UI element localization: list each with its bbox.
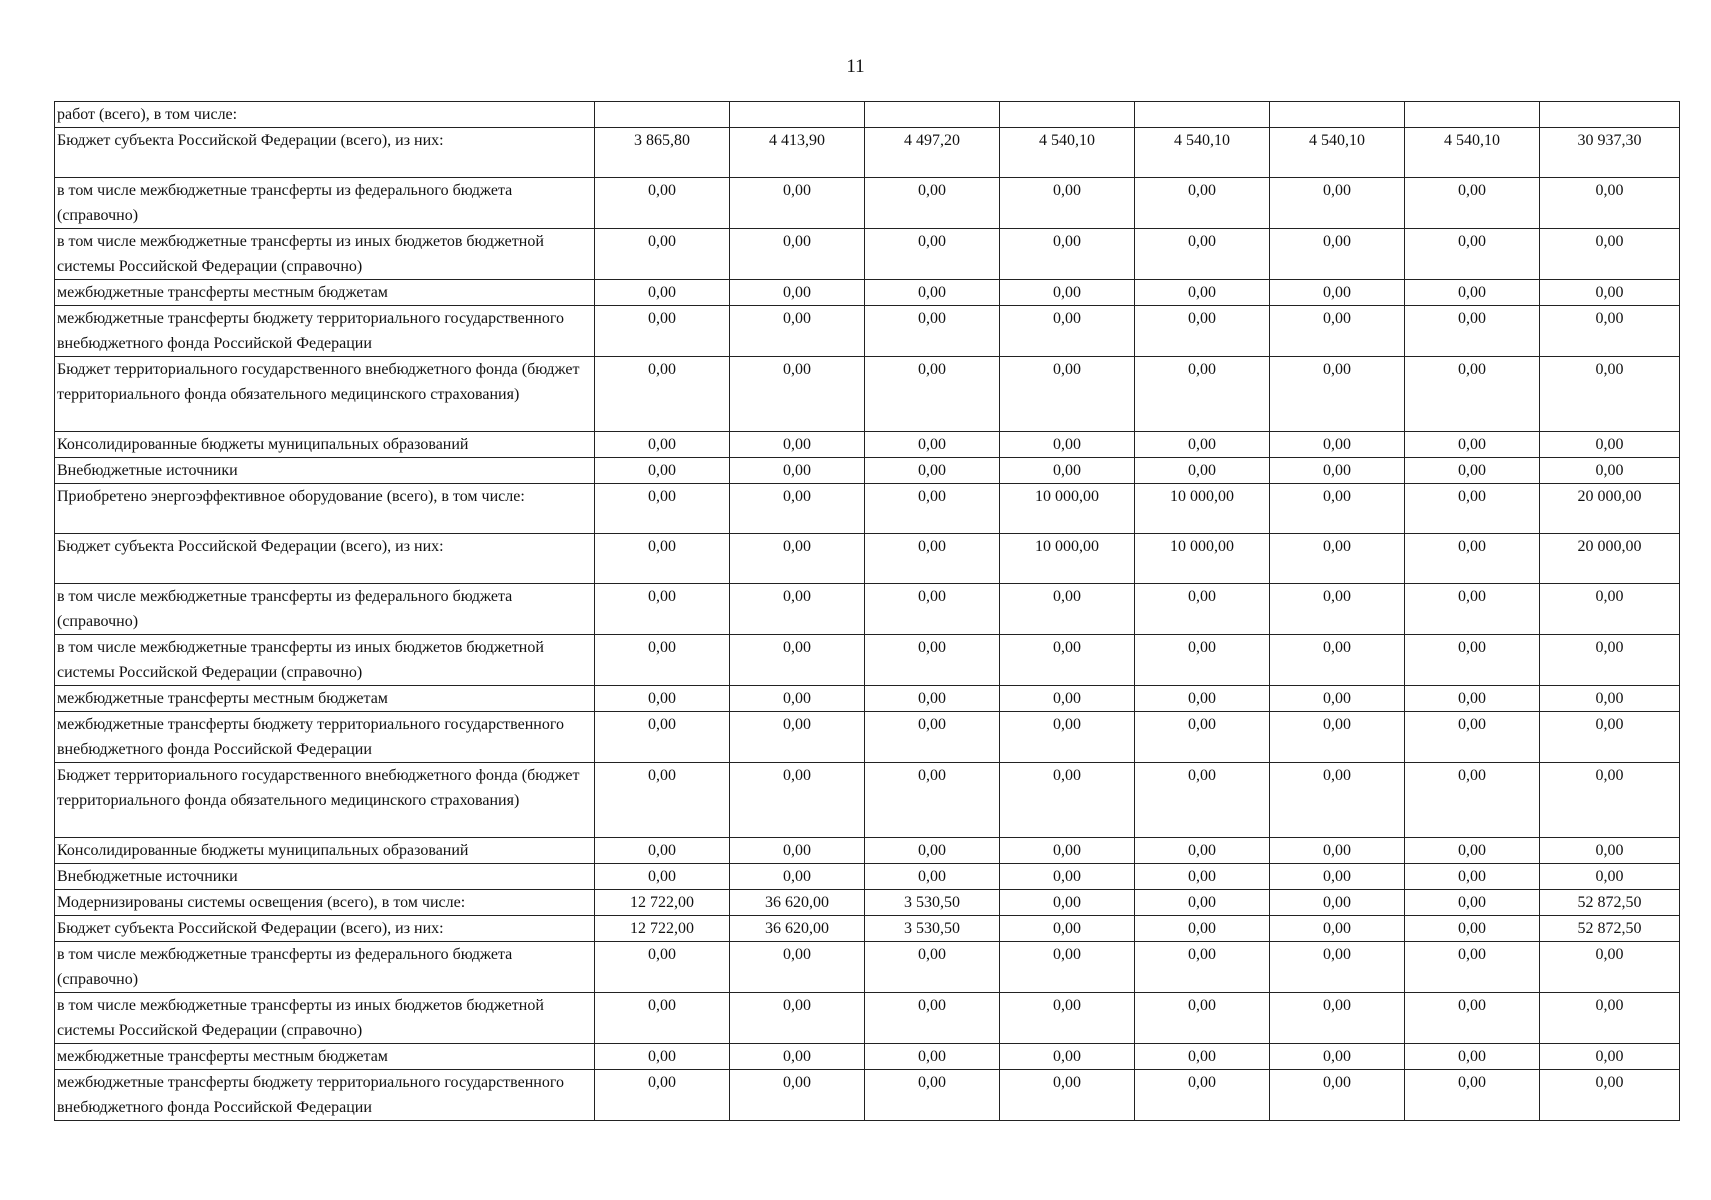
- row-label: Консолидированные бюджеты муниципальных образований: [55, 432, 595, 458]
- value-cell: 0,00: [1540, 432, 1680, 458]
- value-cell: 0,00: [1540, 306, 1680, 357]
- value-cell: 0,00: [1270, 763, 1405, 838]
- value-cell: 0,00: [730, 1070, 865, 1121]
- value-cell: 0,00: [1270, 229, 1405, 280]
- value-cell: 0,00: [1135, 916, 1270, 942]
- value-cell: 0,00: [865, 534, 1000, 584]
- value-cell: 0,00: [865, 1070, 1000, 1121]
- value-cell: 0,00: [1405, 584, 1540, 635]
- value-cell: 0,00: [730, 864, 865, 890]
- value-cell: 0,00: [1540, 178, 1680, 229]
- value-cell: 0,00: [1000, 1070, 1135, 1121]
- value-cell: 0,00: [595, 993, 730, 1044]
- value-cell: 0,00: [1135, 838, 1270, 864]
- value-cell: 0,00: [1540, 686, 1680, 712]
- value-cell: 0,00: [730, 763, 865, 838]
- value-cell: 0,00: [730, 712, 865, 763]
- value-cell: 0,00: [1270, 686, 1405, 712]
- value-cell: 0,00: [595, 584, 730, 635]
- value-cell: 0,00: [1000, 864, 1135, 890]
- value-cell: 0,00: [730, 280, 865, 306]
- value-cell: 0,00: [1540, 635, 1680, 686]
- value-cell: 36 620,00: [730, 916, 865, 942]
- value-cell: 20 000,00: [1540, 484, 1680, 534]
- table-row: [55, 838, 1680, 864]
- value-cell: [1000, 102, 1135, 128]
- value-cell: 0,00: [1270, 458, 1405, 484]
- value-cell: 0,00: [1405, 458, 1540, 484]
- table-row: [55, 686, 1680, 712]
- value-cell: 0,00: [1000, 280, 1135, 306]
- value-cell: 0,00: [1270, 357, 1405, 432]
- value-cell: 3 530,50: [865, 890, 1000, 916]
- value-cell: 0,00: [1270, 864, 1405, 890]
- value-cell: 0,00: [595, 712, 730, 763]
- value-cell: 0,00: [1135, 458, 1270, 484]
- value-cell: 0,00: [1270, 484, 1405, 534]
- row-label: работ (всего), в том числе:: [55, 102, 595, 128]
- value-cell: 0,00: [1135, 763, 1270, 838]
- value-cell: 0,00: [730, 534, 865, 584]
- value-cell: 0,00: [1270, 635, 1405, 686]
- value-cell: 0,00: [865, 942, 1000, 993]
- table-row: [55, 178, 1680, 229]
- value-cell: 4 497,20: [865, 128, 1000, 178]
- value-cell: 0,00: [1405, 890, 1540, 916]
- value-cell: 0,00: [1000, 584, 1135, 635]
- value-cell: 0,00: [1540, 229, 1680, 280]
- value-cell: 0,00: [595, 864, 730, 890]
- table-row: [55, 993, 1680, 1044]
- table-row: [55, 128, 1680, 178]
- value-cell: 0,00: [865, 357, 1000, 432]
- table-row: [55, 712, 1680, 763]
- value-cell: 0,00: [730, 458, 865, 484]
- value-cell: 0,00: [1000, 712, 1135, 763]
- value-cell: 0,00: [595, 1044, 730, 1070]
- value-cell: 0,00: [1540, 1070, 1680, 1121]
- row-label: в том числе межбюджетные трансферты из федерального бюджета (справочно): [55, 178, 595, 229]
- value-cell: 0,00: [1135, 712, 1270, 763]
- row-label: в том числе межбюджетные трансферты из федерального бюджета (справочно): [55, 584, 595, 635]
- value-cell: 0,00: [595, 1070, 730, 1121]
- value-cell: 52 872,50: [1540, 890, 1680, 916]
- value-cell: 3 865,80: [595, 128, 730, 178]
- value-cell: 0,00: [865, 229, 1000, 280]
- value-cell: 0,00: [1270, 432, 1405, 458]
- value-cell: 0,00: [1405, 838, 1540, 864]
- value-cell: 4 540,10: [1000, 128, 1135, 178]
- table-row: [55, 763, 1680, 838]
- value-cell: 0,00: [730, 635, 865, 686]
- value-cell: 0,00: [1135, 993, 1270, 1044]
- value-cell: 0,00: [1270, 1044, 1405, 1070]
- value-cell: 0,00: [730, 229, 865, 280]
- value-cell: 0,00: [1405, 864, 1540, 890]
- table-row: [55, 534, 1680, 584]
- value-cell: 0,00: [1135, 584, 1270, 635]
- value-cell: 0,00: [1135, 686, 1270, 712]
- value-cell: 0,00: [730, 838, 865, 864]
- value-cell: 0,00: [730, 484, 865, 534]
- value-cell: 0,00: [1405, 993, 1540, 1044]
- value-cell: 0,00: [1540, 838, 1680, 864]
- value-cell: 0,00: [1405, 432, 1540, 458]
- value-cell: 0,00: [730, 584, 865, 635]
- value-cell: 52 872,50: [1540, 916, 1680, 942]
- value-cell: 0,00: [595, 178, 730, 229]
- value-cell: [595, 102, 730, 128]
- value-cell: 0,00: [1135, 229, 1270, 280]
- value-cell: 0,00: [865, 178, 1000, 229]
- value-cell: 0,00: [1405, 1070, 1540, 1121]
- row-label: межбюджетные трансферты местным бюджетам: [55, 686, 595, 712]
- value-cell: 4 413,90: [730, 128, 865, 178]
- row-label: в том числе межбюджетные трансферты из иных бюджетов бюджетной системы Российской Федерации (справочно): [55, 993, 595, 1044]
- value-cell: 10 000,00: [1000, 484, 1135, 534]
- value-cell: 0,00: [865, 763, 1000, 838]
- value-cell: 0,00: [730, 357, 865, 432]
- value-cell: [1270, 102, 1405, 128]
- value-cell: 0,00: [1405, 229, 1540, 280]
- table-row: [55, 280, 1680, 306]
- value-cell: 0,00: [1270, 306, 1405, 357]
- value-cell: 4 540,10: [1405, 128, 1540, 178]
- value-cell: [1135, 102, 1270, 128]
- value-cell: 0,00: [1270, 838, 1405, 864]
- table-row: [55, 942, 1680, 993]
- value-cell: 0,00: [1000, 306, 1135, 357]
- value-cell: 0,00: [595, 763, 730, 838]
- value-cell: 0,00: [1405, 357, 1540, 432]
- row-label: Бюджет территориального государственного внебюджетного фонда (бюджет территориального фонда обязательного медицинского страхования): [55, 763, 595, 838]
- row-label: Бюджет субъекта Российской Федерации (всего), из них:: [55, 916, 595, 942]
- value-cell: 0,00: [1540, 993, 1680, 1044]
- row-label: межбюджетные трансферты местным бюджетам: [55, 1044, 595, 1070]
- value-cell: 0,00: [1540, 357, 1680, 432]
- value-cell: 0,00: [1270, 916, 1405, 942]
- value-cell: 0,00: [595, 432, 730, 458]
- table-row: [55, 102, 1680, 128]
- value-cell: 0,00: [1405, 916, 1540, 942]
- table-row: [55, 1070, 1680, 1121]
- value-cell: 0,00: [865, 306, 1000, 357]
- value-cell: 0,00: [1270, 993, 1405, 1044]
- budget-table: [54, 101, 1680, 1121]
- value-cell: 0,00: [1540, 280, 1680, 306]
- row-label: Бюджет субъекта Российской Федерации (всего), из них:: [55, 128, 595, 178]
- value-cell: 0,00: [865, 584, 1000, 635]
- value-cell: 0,00: [1540, 864, 1680, 890]
- value-cell: 0,00: [1270, 584, 1405, 635]
- table-row: [55, 864, 1680, 890]
- value-cell: [730, 102, 865, 128]
- value-cell: 0,00: [1000, 916, 1135, 942]
- value-cell: 0,00: [1135, 1044, 1270, 1070]
- value-cell: 0,00: [865, 458, 1000, 484]
- table-row: [55, 635, 1680, 686]
- value-cell: 0,00: [1000, 458, 1135, 484]
- value-cell: 0,00: [1540, 712, 1680, 763]
- value-cell: 0,00: [1135, 890, 1270, 916]
- value-cell: 0,00: [730, 178, 865, 229]
- value-cell: 0,00: [1135, 280, 1270, 306]
- value-cell: 0,00: [1405, 635, 1540, 686]
- value-cell: 0,00: [1540, 1044, 1680, 1070]
- value-cell: 0,00: [1540, 458, 1680, 484]
- value-cell: 0,00: [1000, 432, 1135, 458]
- value-cell: 12 722,00: [595, 916, 730, 942]
- page-number: 11: [846, 56, 865, 77]
- value-cell: 36 620,00: [730, 890, 865, 916]
- value-cell: 20 000,00: [1540, 534, 1680, 584]
- row-label: межбюджетные трансферты бюджету территориального государственного внебюджетного фонда Российской Федерации: [55, 306, 595, 357]
- value-cell: 0,00: [595, 306, 730, 357]
- row-label: Внебюджетные источники: [55, 458, 595, 484]
- value-cell: 0,00: [730, 1044, 865, 1070]
- value-cell: 10 000,00: [1135, 534, 1270, 584]
- value-cell: 0,00: [730, 306, 865, 357]
- value-cell: 0,00: [1000, 229, 1135, 280]
- value-cell: 0,00: [1135, 357, 1270, 432]
- row-label: межбюджетные трансферты бюджету территориального государственного внебюджетного фонда Российской Федерации: [55, 712, 595, 763]
- value-cell: 0,00: [1540, 763, 1680, 838]
- table-row: [55, 584, 1680, 635]
- value-cell: 0,00: [1000, 993, 1135, 1044]
- value-cell: 0,00: [1405, 280, 1540, 306]
- value-cell: 0,00: [865, 432, 1000, 458]
- value-cell: 0,00: [1000, 178, 1135, 229]
- row-label: Внебюджетные источники: [55, 864, 595, 890]
- row-label: межбюджетные трансферты бюджету территориального государственного внебюджетного фонда Российской Федерации: [55, 1070, 595, 1121]
- value-cell: 0,00: [1405, 534, 1540, 584]
- value-cell: 4 540,10: [1270, 128, 1405, 178]
- value-cell: 0,00: [1000, 890, 1135, 916]
- table-row: [55, 890, 1680, 916]
- value-cell: 0,00: [1000, 686, 1135, 712]
- value-cell: 0,00: [595, 280, 730, 306]
- value-cell: 0,00: [1000, 942, 1135, 993]
- value-cell: 0,00: [1000, 763, 1135, 838]
- row-label: межбюджетные трансферты местным бюджетам: [55, 280, 595, 306]
- value-cell: 0,00: [1000, 635, 1135, 686]
- value-cell: 4 540,10: [1135, 128, 1270, 178]
- value-cell: 0,00: [1405, 686, 1540, 712]
- value-cell: 0,00: [1405, 178, 1540, 229]
- value-cell: 0,00: [1000, 838, 1135, 864]
- value-cell: 0,00: [1135, 635, 1270, 686]
- value-cell: 0,00: [595, 357, 730, 432]
- value-cell: 0,00: [1000, 357, 1135, 432]
- value-cell: 0,00: [865, 280, 1000, 306]
- table-row: [55, 458, 1680, 484]
- row-label: в том числе межбюджетные трансферты из иных бюджетов бюджетной системы Российской Федерации (справочно): [55, 229, 595, 280]
- value-cell: [865, 102, 1000, 128]
- value-cell: 3 530,50: [865, 916, 1000, 942]
- value-cell: 0,00: [865, 635, 1000, 686]
- value-cell: 0,00: [1000, 1044, 1135, 1070]
- value-cell: 0,00: [1405, 1044, 1540, 1070]
- value-cell: 0,00: [1270, 178, 1405, 229]
- value-cell: 0,00: [1270, 1070, 1405, 1121]
- value-cell: 0,00: [865, 712, 1000, 763]
- value-cell: 0,00: [595, 229, 730, 280]
- value-cell: 0,00: [595, 838, 730, 864]
- value-cell: [1540, 102, 1680, 128]
- value-cell: [1405, 102, 1540, 128]
- row-label: в том числе межбюджетные трансферты из иных бюджетов бюджетной системы Российской Федерации (справочно): [55, 635, 595, 686]
- value-cell: 0,00: [1135, 1070, 1270, 1121]
- table-row: [55, 357, 1680, 432]
- value-cell: 0,00: [865, 1044, 1000, 1070]
- value-cell: 0,00: [1135, 432, 1270, 458]
- value-cell: 0,00: [1270, 942, 1405, 993]
- value-cell: 10 000,00: [1000, 534, 1135, 584]
- value-cell: 0,00: [1270, 280, 1405, 306]
- value-cell: 0,00: [595, 686, 730, 712]
- value-cell: 0,00: [1540, 942, 1680, 993]
- value-cell: 0,00: [865, 484, 1000, 534]
- value-cell: 0,00: [595, 534, 730, 584]
- value-cell: 0,00: [595, 635, 730, 686]
- value-cell: 0,00: [595, 458, 730, 484]
- value-cell: 0,00: [865, 864, 1000, 890]
- value-cell: 0,00: [595, 484, 730, 534]
- value-cell: 0,00: [1405, 763, 1540, 838]
- table-row: [55, 916, 1680, 942]
- row-label: Приобретено энергоэффективное оборудование (всего), в том числе:: [55, 484, 595, 534]
- table-row: [55, 484, 1680, 534]
- row-label: Консолидированные бюджеты муниципальных образований: [55, 838, 595, 864]
- value-cell: 0,00: [1135, 942, 1270, 993]
- value-cell: 30 937,30: [1540, 128, 1680, 178]
- table-row: [55, 229, 1680, 280]
- table-row: [55, 432, 1680, 458]
- value-cell: 0,00: [595, 942, 730, 993]
- row-label: Бюджет территориального государственного внебюджетного фонда (бюджет территориального фонда обязательного медицинского страхования): [55, 357, 595, 432]
- value-cell: 0,00: [1405, 306, 1540, 357]
- value-cell: 0,00: [865, 993, 1000, 1044]
- value-cell: 0,00: [1540, 584, 1680, 635]
- value-cell: 0,00: [1135, 306, 1270, 357]
- value-cell: 0,00: [1405, 942, 1540, 993]
- value-cell: 0,00: [730, 993, 865, 1044]
- row-label: в том числе межбюджетные трансферты из федерального бюджета (справочно): [55, 942, 595, 993]
- value-cell: 0,00: [1135, 864, 1270, 890]
- table-row: [55, 1044, 1680, 1070]
- row-label: Бюджет субъекта Российской Федерации (всего), из них:: [55, 534, 595, 584]
- value-cell: 12 722,00: [595, 890, 730, 916]
- value-cell: 0,00: [1405, 484, 1540, 534]
- value-cell: 10 000,00: [1135, 484, 1270, 534]
- value-cell: 0,00: [730, 432, 865, 458]
- value-cell: 0,00: [1270, 712, 1405, 763]
- value-cell: 0,00: [865, 686, 1000, 712]
- value-cell: 0,00: [730, 686, 865, 712]
- value-cell: 0,00: [1270, 534, 1405, 584]
- value-cell: 0,00: [730, 942, 865, 993]
- value-cell: 0,00: [865, 838, 1000, 864]
- value-cell: 0,00: [1270, 890, 1405, 916]
- table-body: [55, 102, 1680, 1121]
- table-row: [55, 306, 1680, 357]
- value-cell: 0,00: [1135, 178, 1270, 229]
- row-label: Модернизированы системы освещения (всего), в том числе:: [55, 890, 595, 916]
- value-cell: 0,00: [1405, 712, 1540, 763]
